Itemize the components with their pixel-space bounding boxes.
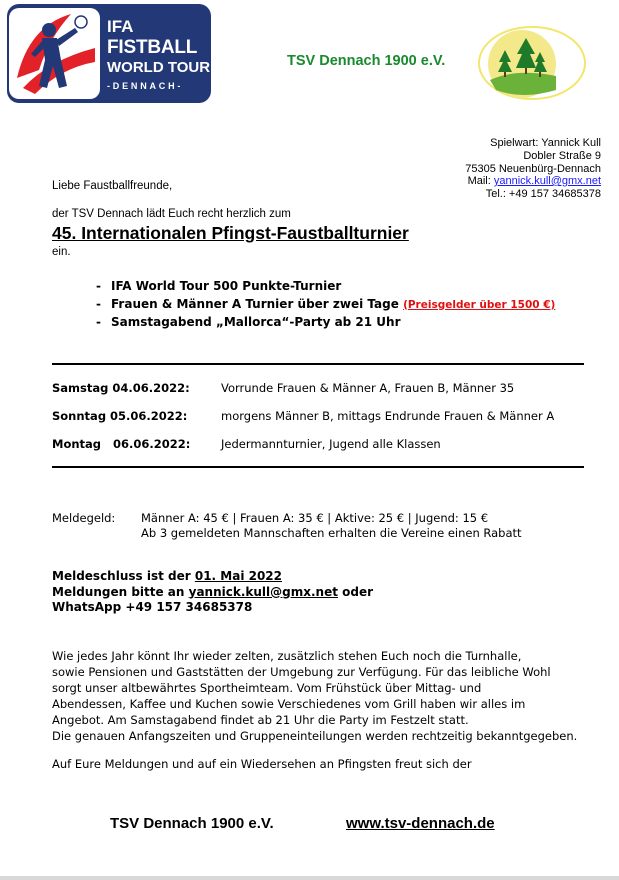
greeting: Liebe Faustballfreunde, [52, 180, 173, 192]
intro-end: ein. [52, 246, 71, 258]
paragraph-line: Abendessen, Kaffee und Kuchen sowie Verschiedenes vom Grill haben wir alles im [52, 697, 526, 711]
deadline-date: 01. Mai 2022 [194, 569, 283, 583]
fee-discount: Ab 3 gemeldeten Mannschaften erhalten die Vereine einen Rabatt [141, 526, 522, 540]
club-emblem-trees-icon [476, 24, 588, 102]
contact-role: Spielwart: Yannick Kull [490, 137, 601, 149]
paragraph-line: Die genauen Anfangszeiten und Gruppeneinteilungen werden rechtzeitig bekanntgegeben. [52, 729, 578, 743]
fistball-player-icon [9, 8, 100, 99]
logo-line-world-tour: WORLD TOUR [107, 59, 211, 76]
schedule-description: Vorrunde Frauen & Männer A, Frauen B, Männer 35 [221, 381, 515, 395]
registration-email-link[interactable]: yannick.kull@gmx.net [188, 584, 338, 599]
contact-mail-line [380, 175, 601, 188]
highlight-text: Samstagabend „Mallorca“-Party ab 21 Uhr [111, 315, 401, 329]
schedule-bottom-rule [52, 466, 584, 468]
email-prefix: Meldungen bitte an [52, 584, 189, 599]
highlight-text: IFA World Tour 500 Punkte-Turnier [111, 279, 342, 293]
paragraph-line: sowie Pensionen und Gaststätten der Umgebung zur Verfügung. Für das leibliche Wohl [52, 665, 551, 679]
deadline-line [52, 569, 373, 585]
schedule-day: Samstag 04.06.2022: [52, 381, 190, 395]
prize-money-note: (Preisgelder über 1500 €) [403, 298, 556, 311]
schedule-day: Montag 06.06.2022: [52, 437, 191, 451]
paragraph-line: Angebot. Am Samstagabend findet ab 21 Uhr die Party im Festzelt statt. [52, 713, 469, 727]
ifa-world-tour-logo [7, 4, 211, 103]
schedule-top-rule [52, 363, 584, 365]
contact-mail-label: Mail: [467, 175, 494, 187]
highlight-item [96, 278, 555, 296]
highlight-text: Frauen & Männer A Turnier über zwei Tage [111, 296, 399, 311]
fee-label: Meldegeld: [52, 511, 116, 525]
club-header-name: TSV Dennach 1900 e.V. [287, 53, 446, 69]
email-suffix: oder [337, 584, 374, 599]
paragraph-line: Wie jedes Jahr könnt Ihr wieder zelten, zusätzlich stehen Euch noch die Turnhalle, [52, 649, 522, 663]
page-bottom-edge [0, 876, 619, 880]
contact-city: 75305 Neuenbürg-Dennach [465, 163, 601, 175]
registration-block [52, 569, 373, 616]
logo-line-ifa: IFA [107, 17, 134, 36]
footer-website-link[interactable]: www.tsv-dennach.de [346, 815, 495, 832]
bullet-dash: - [96, 296, 101, 311]
logo-wordmark [107, 18, 210, 91]
highlight-item [96, 314, 555, 332]
event-title: 45. Internationalen Pfingst-Faustballturnier [52, 223, 409, 243]
email-line [52, 585, 373, 601]
schedule-description: morgens Männer B, mittags Endrunde Frauen & Männer A [221, 409, 555, 423]
bullet-dash: - [96, 279, 101, 293]
whatsapp-line: WhatsApp +49 157 34685378 [52, 600, 253, 614]
schedule-description: Jedermannturnier, Jugend alle Klassen [221, 437, 441, 451]
fistball-player-emblem [9, 8, 100, 99]
logo-line-fistball: FISTBALL [107, 37, 198, 58]
fee-details [141, 511, 522, 541]
intro-text: der TSV Dennach lädt Euch recht herzlich zum [52, 208, 291, 220]
bullet-dash: - [96, 315, 101, 329]
highlights-list [96, 278, 555, 332]
footer-club-name: TSV Dennach 1900 e.V. [110, 815, 274, 832]
deadline-prefix: Meldeschluss ist der [52, 569, 195, 583]
closing-line: Auf Eure Meldungen und auf ein Wiedersehen an Pfingsten freut sich der [52, 757, 472, 771]
contact-mail-link[interactable]: yannick.kull@gmx.net [493, 175, 601, 187]
logo-line-dennach: -DENNACH- [107, 81, 184, 91]
contact-street: Dobler Straße 9 [523, 150, 601, 162]
fee-prices: Männer A: 45 € | Frauen A: 35 € | Aktive: 25 € | Jugend: 15 € [141, 511, 489, 525]
paragraph-line: sorgt unser altbewährtes Sportheimteam. Vom Frühstück über Mittag- und [52, 681, 482, 695]
info-paragraph [52, 648, 592, 744]
highlight-item [96, 296, 555, 315]
contact-phone: Tel.: +49 157 34685378 [485, 188, 601, 200]
schedule-day: Sonntag 05.06.2022: [52, 409, 188, 423]
